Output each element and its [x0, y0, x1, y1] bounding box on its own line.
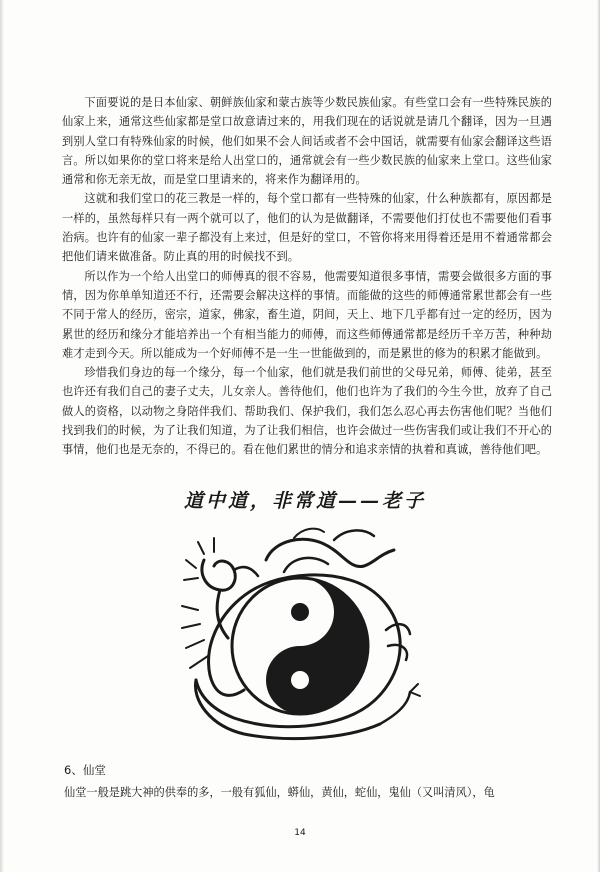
- page-number: 14: [294, 828, 306, 838]
- paragraph-1: 下面要说的是日本仙家、朝鲜族仙家和蒙古族等少数民族仙家。有些堂口会有一些特殊民族的仙家上来，通常这些仙家都是堂口故意请过来的，用我们现在的话说就是请几个翻译，因为一旦遇到别人堂口有特殊仙家的时候，他们如果不会人间话或者不会中国话，就需要有仙家会翻译这些语言。所以如果你的堂口将来是给人出堂口的，通常就会有一些少数民族的仙家来上堂口。这些仙家通常和你无亲无故，而是堂口里请来的，将来作为翻译用的。: [62, 96, 552, 187]
- laozi-quote: 道中道，非常道——老子: [183, 490, 426, 512]
- body-text: [62, 93, 552, 460]
- paragraph-4: 珍惜我们身边的每一个缘分，每一个仙家，他们就是我们前世的父母兄弟，师傅、徒弟，甚至也许还有我们自己的妻子丈夫，儿女亲人。善待他们，他们也许为了我们的今生今世，放弃了自己做人的资格，以动物之身陪伴我们、帮助我们、保护我们，我们怎么忍心再去伤害他们呢？当他们找到我们的时候，为了让我们知道，为了让我们相信，也许会做过一些伤害我们或让我们不开心的事情，他们也是无奈的，不得已的。看在他们累世的情分和追求亲情的执着和真诚，善待他们吧。: [62, 366, 552, 457]
- section-heading: 6、仙堂: [64, 763, 106, 777]
- dragon-yin-yang-icon: [174, 520, 424, 752]
- page-edge-left: [0, 0, 4, 872]
- paragraph-3: 所以作为一个给人出堂口的师傅真的很不容易，他需要知道很多事情，需要会做很多方面的事情，因为你单单知道还不行，还需要会解决这样的事情。而能做的这些的师傅通常累世都会有一些不同于常人的经历，密宗，道家，佛家，畜生道，阴间，天上、地下几乎都有过一定的经历，因为累世的经历和缘分才能培养出一个有相当能力的师傅，而这些师傅通常都是经历千辛万苦，种种劫难才走到今天。所以能成为一个好师傅不是一生一世能做到的，而是累世的修为的积累才能做到。: [62, 269, 552, 360]
- paragraph-2: 这就和我们堂口的花三教是一样的，每个堂口都有一些特殊的仙家，什么种族都有，原因都是一样的，虽然每样只有一两个就可以了，他们的认为是做翻译，不需要他们打仗也不需要他们看事治病。也许有的仙家一辈子都没有上来过，但是好的堂口，不管你将来用得着还是用不着通常都会把他们请来做准备。防止真的用的时候找不到。: [62, 192, 552, 264]
- section-text: 仙堂一般是跳大神的供奉的多，一般有狐仙，蟒仙，黄仙，蛇仙，鬼仙（又叫清风），龟: [64, 786, 495, 799]
